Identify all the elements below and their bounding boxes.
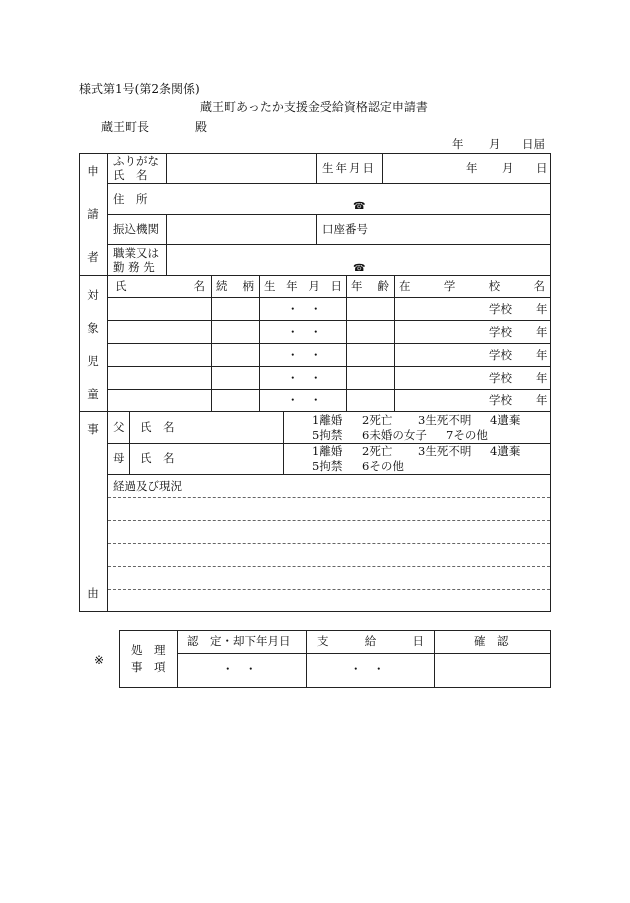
mother-option-2: 2死亡	[362, 444, 393, 458]
date-year: 年	[452, 137, 464, 151]
child-relation-header: 続 柄	[216, 279, 254, 293]
child-age-header: 年 齢	[351, 279, 389, 293]
child-row-5-school: 学校	[489, 393, 512, 407]
form-title: 蔵王町あったか支援金受給資格認定申請書	[200, 100, 428, 114]
child-row-3-dob-dots: ・ ・	[287, 348, 322, 362]
furigana-label: ふりがな	[113, 154, 159, 168]
child-row-5-dob-dots: ・ ・	[287, 393, 322, 407]
occupation-label-2: 勤 務 先	[113, 260, 155, 274]
child-row-2-school: 学校	[489, 325, 512, 339]
father-option-7: 7その他	[446, 428, 488, 442]
office-use-mark: ※	[94, 653, 105, 667]
account-label: 口座番号	[322, 222, 368, 236]
child-row-4-school: 学校	[489, 371, 512, 385]
office-col-payment: 支 給 日	[317, 634, 424, 648]
bank-label: 振込機関	[113, 222, 159, 236]
office-col-approval: 認 定・却下年月日	[187, 634, 291, 648]
father-option-5: 5拘禁	[312, 428, 343, 442]
office-approval-dots: ・ ・	[222, 662, 257, 676]
father-option-3: 3生死不明	[418, 413, 472, 427]
applicant-side-label-2: 請	[87, 207, 99, 221]
child-row-1-school: 学校	[489, 302, 512, 316]
children-side-label-3: 児	[87, 354, 99, 368]
date-month: 月	[489, 137, 501, 151]
child-row-2-dob-dots: ・ ・	[287, 325, 322, 339]
child-row-4-grade: 年	[536, 371, 548, 385]
father-option-2: 2死亡	[362, 413, 393, 427]
applicant-dob-label: 生年月日	[322, 161, 376, 175]
work-phone-icon: ☎	[353, 263, 366, 274]
applicant-dob-year: 年	[466, 161, 478, 175]
children-side-label-4: 童	[87, 387, 99, 401]
address-phone-icon: ☎	[353, 201, 366, 212]
honorific: 殿	[195, 120, 208, 134]
applicant-dob-month: 月	[502, 161, 514, 175]
child-row-1-grade: 年	[536, 302, 548, 316]
child-name-header: 氏 名	[115, 279, 205, 293]
reason-side-label-top: 事	[87, 422, 99, 436]
office-label-2: 事 項	[131, 660, 166, 674]
reason-side-label-bottom: 由	[87, 586, 99, 600]
father-option-6: 6未婚の女子	[362, 428, 427, 442]
mother-option-5: 5拘禁	[312, 459, 343, 473]
mother-label: 母	[113, 451, 125, 465]
father-option-4: 4遺棄	[490, 413, 521, 427]
father-name-label: 氏 名	[140, 420, 175, 434]
office-col-confirm: 確 認	[474, 634, 509, 648]
applicant-side-label-3: 者	[87, 250, 99, 264]
date-day-filed: 日届	[522, 137, 545, 151]
history-label: 経過及び現況	[113, 479, 182, 493]
office-label-1: 処 理	[131, 643, 166, 657]
applicant-dob-day: 日	[536, 161, 548, 175]
office-payment-dots: ・ ・	[350, 662, 385, 676]
addressee: 蔵王町長	[101, 120, 150, 134]
applicant-side-label-1: 申	[87, 164, 99, 178]
child-row-4-dob-dots: ・ ・	[287, 371, 322, 385]
child-row-3-school: 学校	[489, 348, 512, 362]
child-school-header: 在 学 校 名	[399, 279, 545, 293]
mother-name-label: 氏 名	[140, 451, 175, 465]
occupation-label-1: 職業又は	[113, 246, 159, 260]
child-row-5-grade: 年	[536, 393, 548, 407]
child-row-2-grade: 年	[536, 325, 548, 339]
applicant-name-label: 氏 名	[113, 168, 148, 182]
father-label: 父	[113, 420, 125, 434]
father-option-1: 1離婚	[312, 413, 343, 427]
mother-option-1: 1離婚	[312, 444, 343, 458]
child-dob-header: 生 年 月 日	[264, 279, 342, 293]
mother-option-6: 6その他	[362, 459, 404, 473]
form-number: 様式第1号(第2条関係)	[79, 82, 200, 96]
children-side-label-2: 象	[87, 321, 99, 335]
child-row-3-grade: 年	[536, 348, 548, 362]
address-label: 住 所	[113, 192, 148, 206]
children-side-label-1: 対	[87, 288, 99, 302]
child-row-1-dob-dots: ・ ・	[287, 302, 322, 316]
mother-option-4: 4遺棄	[490, 444, 521, 458]
mother-option-3: 3生死不明	[418, 444, 472, 458]
